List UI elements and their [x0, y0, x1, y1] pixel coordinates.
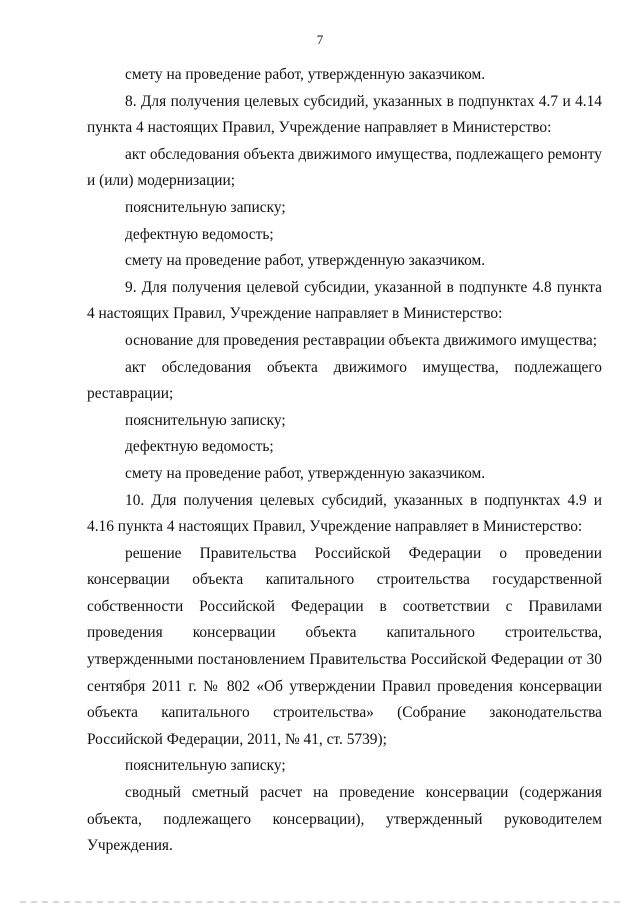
paragraph-item-10: 10. Для получения целевых субсидий, указанных в подпунктах 4.9 и 4.16 пункта 4 настоящих Правил, Учреждение направляет в Министерство:: [87, 491, 602, 536]
paragraph-defect-list-1: дефектную ведомость;: [125, 225, 274, 243]
paragraph-explanatory-note-3: пояснительную записку;: [125, 757, 286, 775]
document-body: [87, 62, 602, 860]
paragraph-restoration-basis: основание для проведения реставрации объекта движимого имущества;: [125, 331, 598, 349]
paragraph-conservation-estimate: сводный сметный расчет на проведение консервации (содержания объекта, подлежащего консервации), утвержденный руководителем Учреждения.: [87, 784, 602, 855]
paragraph-explanatory-note-2: пояснительную записку;: [125, 411, 286, 429]
paragraph-estimate-3: смету на проведение работ, утвержденную заказчиком.: [125, 464, 486, 482]
paragraph-inspection-act-restoration: акт обследования объекта движимого имущества, подлежащего реставрации;: [87, 358, 602, 403]
scan-bottom-edge: [20, 901, 620, 903]
paragraph-item-8: 8. Для получения целевых субсидий, указанных в подпунктах 4.7 и 4.14 пункта 4 настоящих Правил, Учреждение направляет в Министерство:: [87, 92, 602, 137]
paragraph-explanatory-note-1: пояснительную записку;: [125, 198, 286, 216]
paragraph-estimate-2: смету на проведение работ, утвержденную заказчиком.: [125, 252, 486, 270]
paragraph-government-decision: решение Правительства Российской Федерации о проведении консервации объекта капитального строительства государственной собственности Российской Федерации в соответствии с Правилами проведения консервации объекта капитального строительства, утвержденными постановлением Правительства Российской Федерации от 30 сентября 2011 г. № 802 «Об утверждении Правил проведения консервации объекта капитального строительства» (Собрание законодательства Российской Федерации, 2011, № 41, ст. 5739);: [87, 544, 602, 748]
paragraph-defect-list-2: дефектную ведомость;: [125, 438, 274, 456]
paragraph-estimate-1: смету на проведение работ, утвержденную заказчиком.: [125, 66, 486, 83]
page-number: 7: [316, 32, 324, 47]
paragraph-item-9: 9. Для получения целевой субсидии, указанной в подпункте 4.8 пункта 4 настоящих Правил, Учреждение направляет в Министерство:: [87, 278, 602, 323]
paragraph-inspection-act-repair: акт обследования объекта движимого имущества, подлежащего ремонту и (или) модернизации;: [87, 145, 602, 190]
